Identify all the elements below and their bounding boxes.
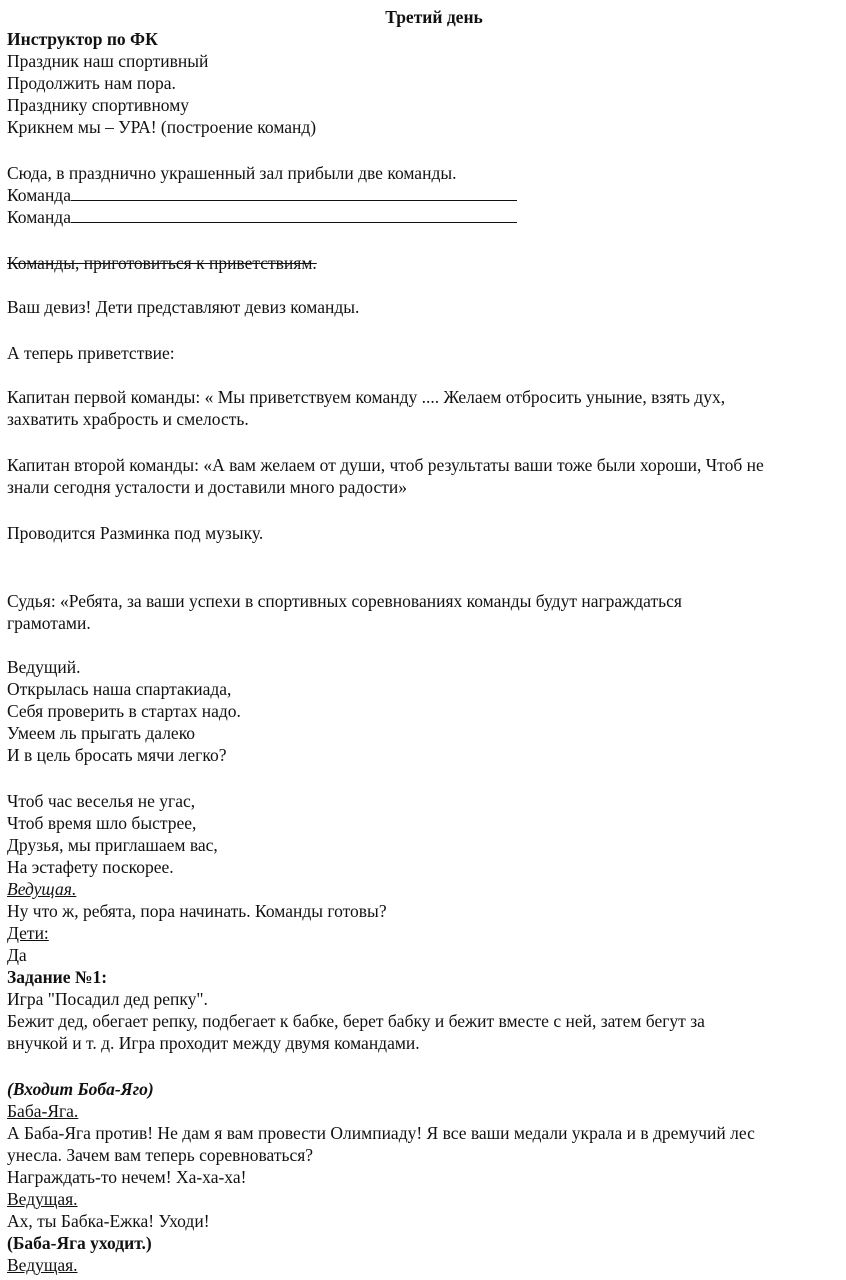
text-line — [7, 206, 517, 228]
fill-in-blank — [71, 208, 517, 223]
text-line-content: знали сегодня усталости и доставили много радости» — [7, 477, 407, 497]
text-line — [7, 116, 316, 138]
text-line — [7, 296, 359, 318]
text-line — [7, 1078, 154, 1100]
text-line — [7, 856, 174, 878]
text-line-content: Чтоб время шло быстрее, — [7, 813, 197, 833]
text-line-content: А Баба-Яга против! Не дам я вам провести Олимпиаду! Я все ваши медали украла и в дремучий лес — [7, 1123, 755, 1143]
text-line — [7, 700, 241, 722]
text-line-content: Да — [7, 945, 27, 965]
text-line-content: Задание №1: — [7, 967, 108, 987]
text-line-content: Ну что ж, ребята, пора начинать. Команды готовы? — [7, 901, 387, 921]
text-line-content: Открылась наша спартакиада, — [7, 679, 232, 699]
text-line-content: Дети: — [7, 923, 49, 943]
text-line-content: Инструктор по ФК — [7, 29, 158, 49]
text-line-content: Сюда, в празднично украшенный зал прибыли две команды. — [7, 163, 457, 183]
text-line-content: Награждать-то нечем! Ха-ха-ха! — [7, 1167, 247, 1187]
text-line — [7, 988, 208, 1010]
text-line — [7, 1210, 210, 1232]
text-line — [7, 966, 107, 988]
text-line-content: Ведущая. — [7, 879, 77, 899]
text-line — [7, 722, 195, 744]
text-line-content: Бежит дед, обегает репку, подбегает к бабке, берет бабку и бежит вместе с ней, затем бегут за — [7, 1011, 705, 1031]
text-line — [7, 878, 76, 900]
text-line-content: Чтоб час веселья не угас, — [7, 791, 196, 811]
text-line-content: Проводится Разминка под музыку. — [7, 523, 264, 543]
text-line-content: Продолжить нам пора. — [7, 73, 176, 93]
fill-in-blank — [71, 186, 517, 201]
text-line — [7, 812, 196, 834]
text-line-content: На эстафету поскорее. — [7, 857, 174, 877]
text-line — [7, 72, 176, 94]
text-line-content: А теперь приветствие: — [7, 343, 175, 363]
text-line-content: Ведущая. — [7, 1255, 78, 1275]
text-line-content: Игра "Посадил дед репку". — [7, 989, 208, 1009]
text-line — [7, 944, 27, 966]
text-line-content: Команды, приготовиться к приветствиям. — [7, 253, 317, 273]
text-line-content: Крикнем мы – УРА! (построение команд) — [7, 117, 317, 137]
text-line — [7, 656, 80, 678]
text-line — [7, 1254, 78, 1276]
text-line-content: (Баба-Яга уходит.) — [7, 1233, 152, 1253]
text-line — [7, 1100, 78, 1122]
text-line — [7, 1032, 420, 1054]
text-line — [7, 408, 249, 430]
text-line — [7, 1188, 78, 1210]
text-line-content: Капитан первой команды: « Мы приветствуем команду .... Желаем отбросить уныние, взять дух, — [7, 387, 726, 407]
text-line-content: Ваш девиз! Дети представляют девиз команды. — [7, 297, 360, 317]
text-line-content: Капитан второй команды: «А вам желаем от души, чтоб результаты ваши тоже были хороши, Чтоб не — [7, 455, 764, 475]
text-line-content: И в цель бросать мячи легко? — [7, 745, 227, 765]
text-line — [7, 386, 725, 408]
text-line-content: Баба-Яга. — [7, 1101, 79, 1121]
text-line — [7, 1144, 313, 1166]
text-line — [7, 790, 195, 812]
text-line-content: грамотами. — [7, 613, 91, 633]
text-line-content: Себя проверить в стартах надо. — [7, 701, 241, 721]
text-line-content: Праздник наш спортивный — [7, 51, 209, 71]
text-line — [7, 590, 682, 612]
text-line — [7, 252, 317, 274]
text-line — [7, 1166, 246, 1188]
text-line — [7, 678, 231, 700]
text-line-content: Ах, ты Бабка-Ежка! Уходи! — [7, 1211, 210, 1231]
text-line — [7, 476, 407, 498]
text-line — [7, 1122, 755, 1144]
text-line-content: унесла. Зачем вам теперь соревноваться? — [7, 1145, 314, 1165]
text-line-content: Ведущий. — [7, 657, 81, 677]
text-line — [7, 612, 91, 634]
text-line — [7, 1010, 705, 1032]
text-line — [7, 922, 49, 944]
text-line — [7, 184, 517, 206]
text-line-content: захватить храбрость и смелость. — [7, 409, 249, 429]
text-line-content: Команда — [7, 185, 71, 205]
text-line — [7, 50, 208, 72]
text-line — [7, 744, 227, 766]
text-line-content: внучкой и т. д. Игра проходит между двумя командами. — [7, 1033, 420, 1053]
text-line — [7, 834, 218, 856]
text-line-content: Друзья, мы приглашаем вас, — [7, 835, 218, 855]
text-line — [7, 94, 189, 116]
text-line — [7, 342, 175, 364]
text-line — [7, 454, 764, 476]
text-line — [7, 1232, 152, 1254]
text-line-content: Судья: «Ребята, за ваши успехи в спортивных соревнованиях команды будут награждаться — [7, 591, 682, 611]
text-line — [7, 28, 158, 50]
text-line-content: Ведущая. — [7, 1189, 78, 1209]
text-line — [7, 162, 456, 184]
page-title: Третий день — [385, 7, 483, 27]
text-line — [7, 900, 387, 922]
text-line-content: Умеем ль прыгать далеко — [7, 723, 196, 743]
text-line-content: (Входит Боба-Яго) — [7, 1079, 154, 1099]
text-line-content: Команда — [7, 207, 71, 227]
text-line-content: Празднику спортивному — [7, 95, 190, 115]
text-line — [7, 522, 263, 544]
